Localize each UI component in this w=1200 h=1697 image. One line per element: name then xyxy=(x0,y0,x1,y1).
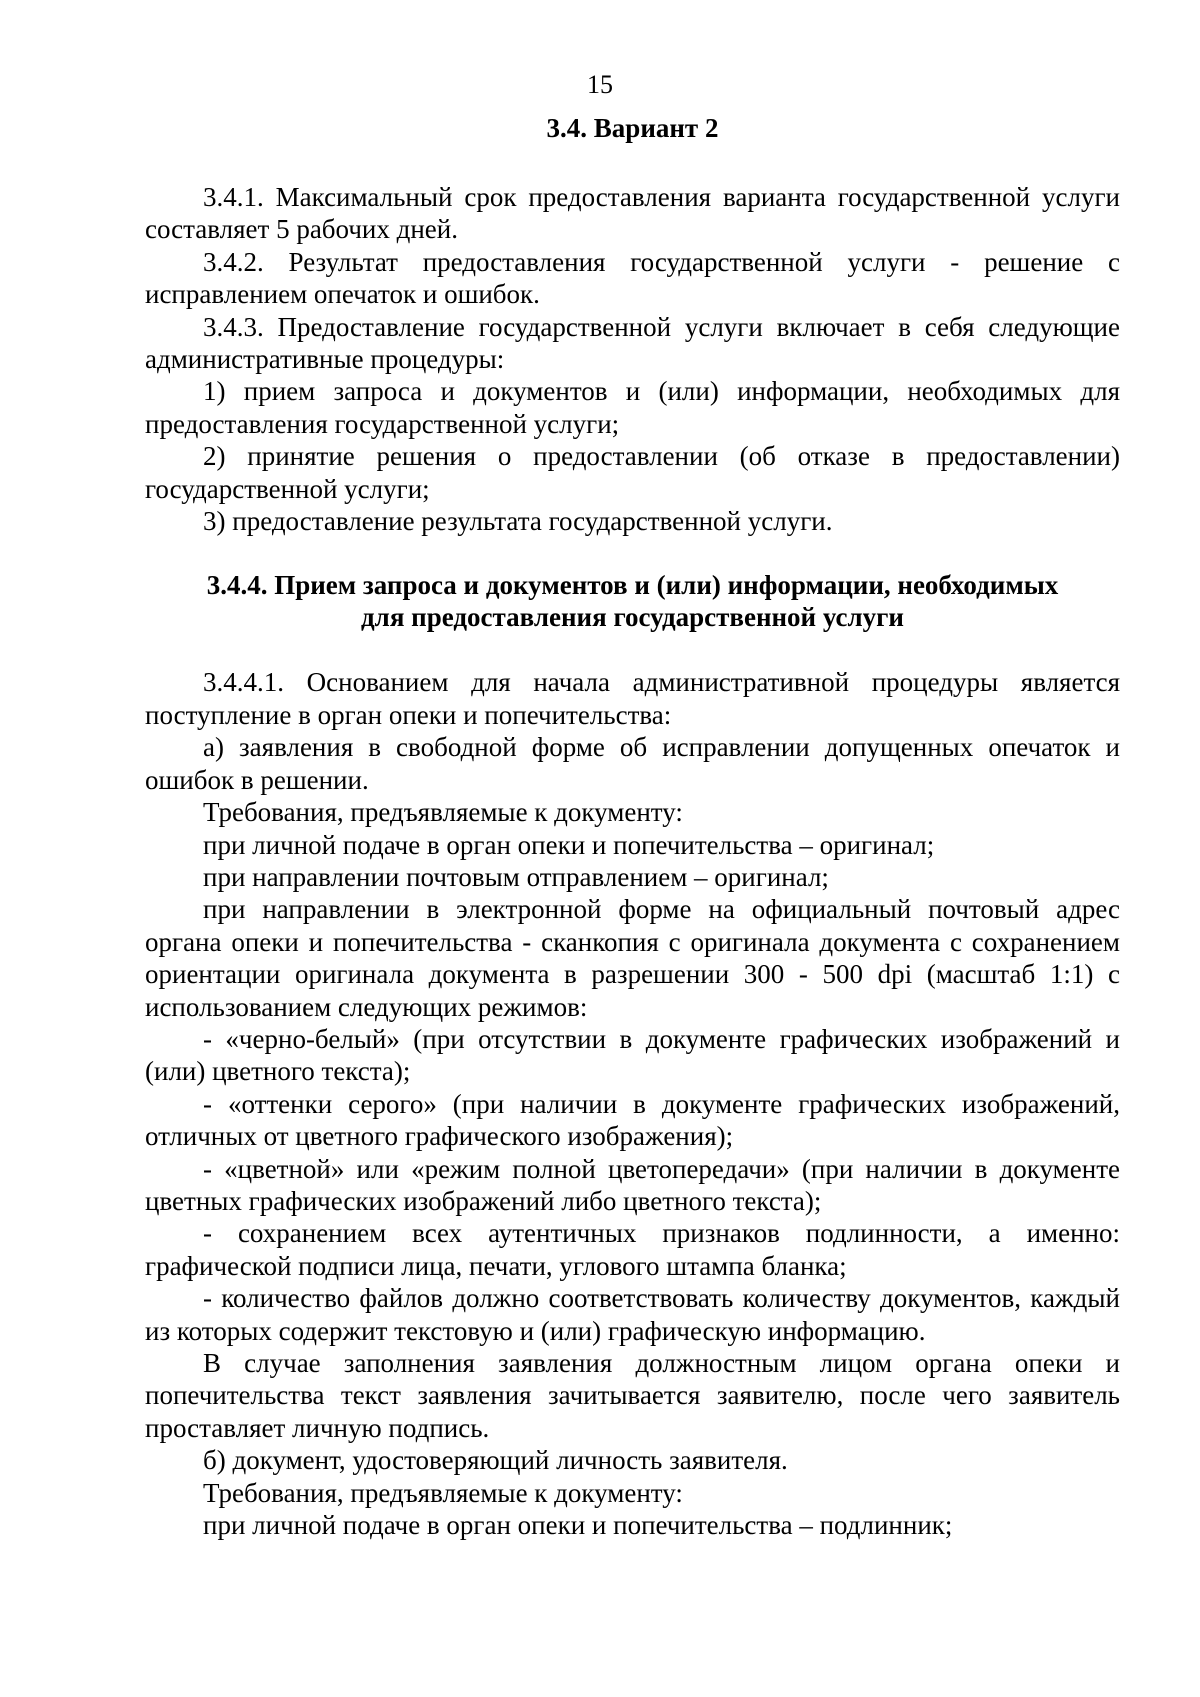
paragraph-item-b: б) документ, удостоверяющий личность заявителя. xyxy=(203,1445,788,1476)
paragraph-official-fill: В случае заполнения заявления должностным лицом органа опеки и попечительства текст заявления зачитывается заявителю, после чего заявитель проставляет личную подпись. xyxy=(145,1348,1120,1443)
paragraph-3-4-3: 3.4.3. Предоставление государственной услуги включает в себя следующие административные процедуры: xyxy=(145,311,1120,375)
paragraph-requirements-2: Требования, предъявляемые к документу: xyxy=(203,1477,683,1508)
paragraph-mode-color: - «цветной» или «режим полной цветопередачи» (при наличии в документе цветных графических изображений либо цветного текста); xyxy=(145,1153,1120,1216)
section-title: 3.4. Вариант 2 xyxy=(546,113,719,143)
paragraph-personal-submission: при личной подаче в орган опеки и попечительства – оригинал; xyxy=(203,829,935,860)
paragraph-postal: при направлении почтовым отправлением – оригинал; xyxy=(203,861,829,892)
list-item-3: 3) предоставление результата государственной услуги. xyxy=(203,506,833,537)
paragraph-file-count: - количество файлов должно соответствовать количеству документов, каждый из которых содержит текстовую и (или) графическую информацию. xyxy=(145,1283,1120,1346)
paragraph-3-4-2: 3.4.2. Результат предоставления государственной услуги - решение с исправлением опечаток и ошибок. xyxy=(145,246,1120,310)
paragraph-personal-original: при личной подаче в орган опеки и попечительства – подлинник; xyxy=(203,1510,953,1541)
paragraph-item-a: а) заявления в свободной форме об исправлении допущенных опечаток и ошибок в решении. xyxy=(145,732,1120,795)
subsection-title-line-1: 3.4.4. Прием запроса и документов и (или) информации, необходимых xyxy=(206,570,1059,601)
list-item-1: 1) прием запроса и документов и (или) информации, необходимых для предоставления государственной услуги; xyxy=(145,376,1120,439)
paragraph-requirements: Требования, предъявляемые к документу: xyxy=(203,797,683,828)
paragraph-3-4-4-1: 3.4.4.1. Основанием для начала административной процедуры является поступление в орган опеки и попечительства: xyxy=(145,667,1120,730)
list-item-2: 2) принятие решения о предоставлении (об отказе в предоставлении) государственной услуги; xyxy=(145,441,1120,504)
paragraph-authenticity: - сохранением всех аутентичных признаков подлинности, а именно: графической подписи лица, печати, углового штампа бланка; xyxy=(145,1218,1120,1281)
paragraph-mode-gray: - «оттенки серого» (при наличии в документе графических изображений, отличных от цветного графического изображения); xyxy=(145,1088,1120,1152)
subsection-title xyxy=(145,569,1120,633)
paragraph-3-4-1: 3.4.1. Максимальный срок предоставления варианта государственной услуги составляет 5 рабочих дней. xyxy=(145,182,1120,245)
paragraph-mode-bw: - «черно-белый» (при отсутствии в документе графических изображений и (или) цветного текста); xyxy=(145,1023,1120,1087)
paragraph-electronic: при направлении в электронной форме на официальный почтовый адрес органа опеки и попечительства - сканкопия с оригинала документа с сохранением ориентации оригинала документа в разрешении 300 - 500 dpi (масштаб 1:1) с использованием следующих режимов: xyxy=(145,894,1120,1022)
page-content xyxy=(145,112,1120,1541)
page-number: 15 xyxy=(587,70,613,99)
subsection-title-line-2: для предоставления государственной услуги xyxy=(361,602,904,633)
